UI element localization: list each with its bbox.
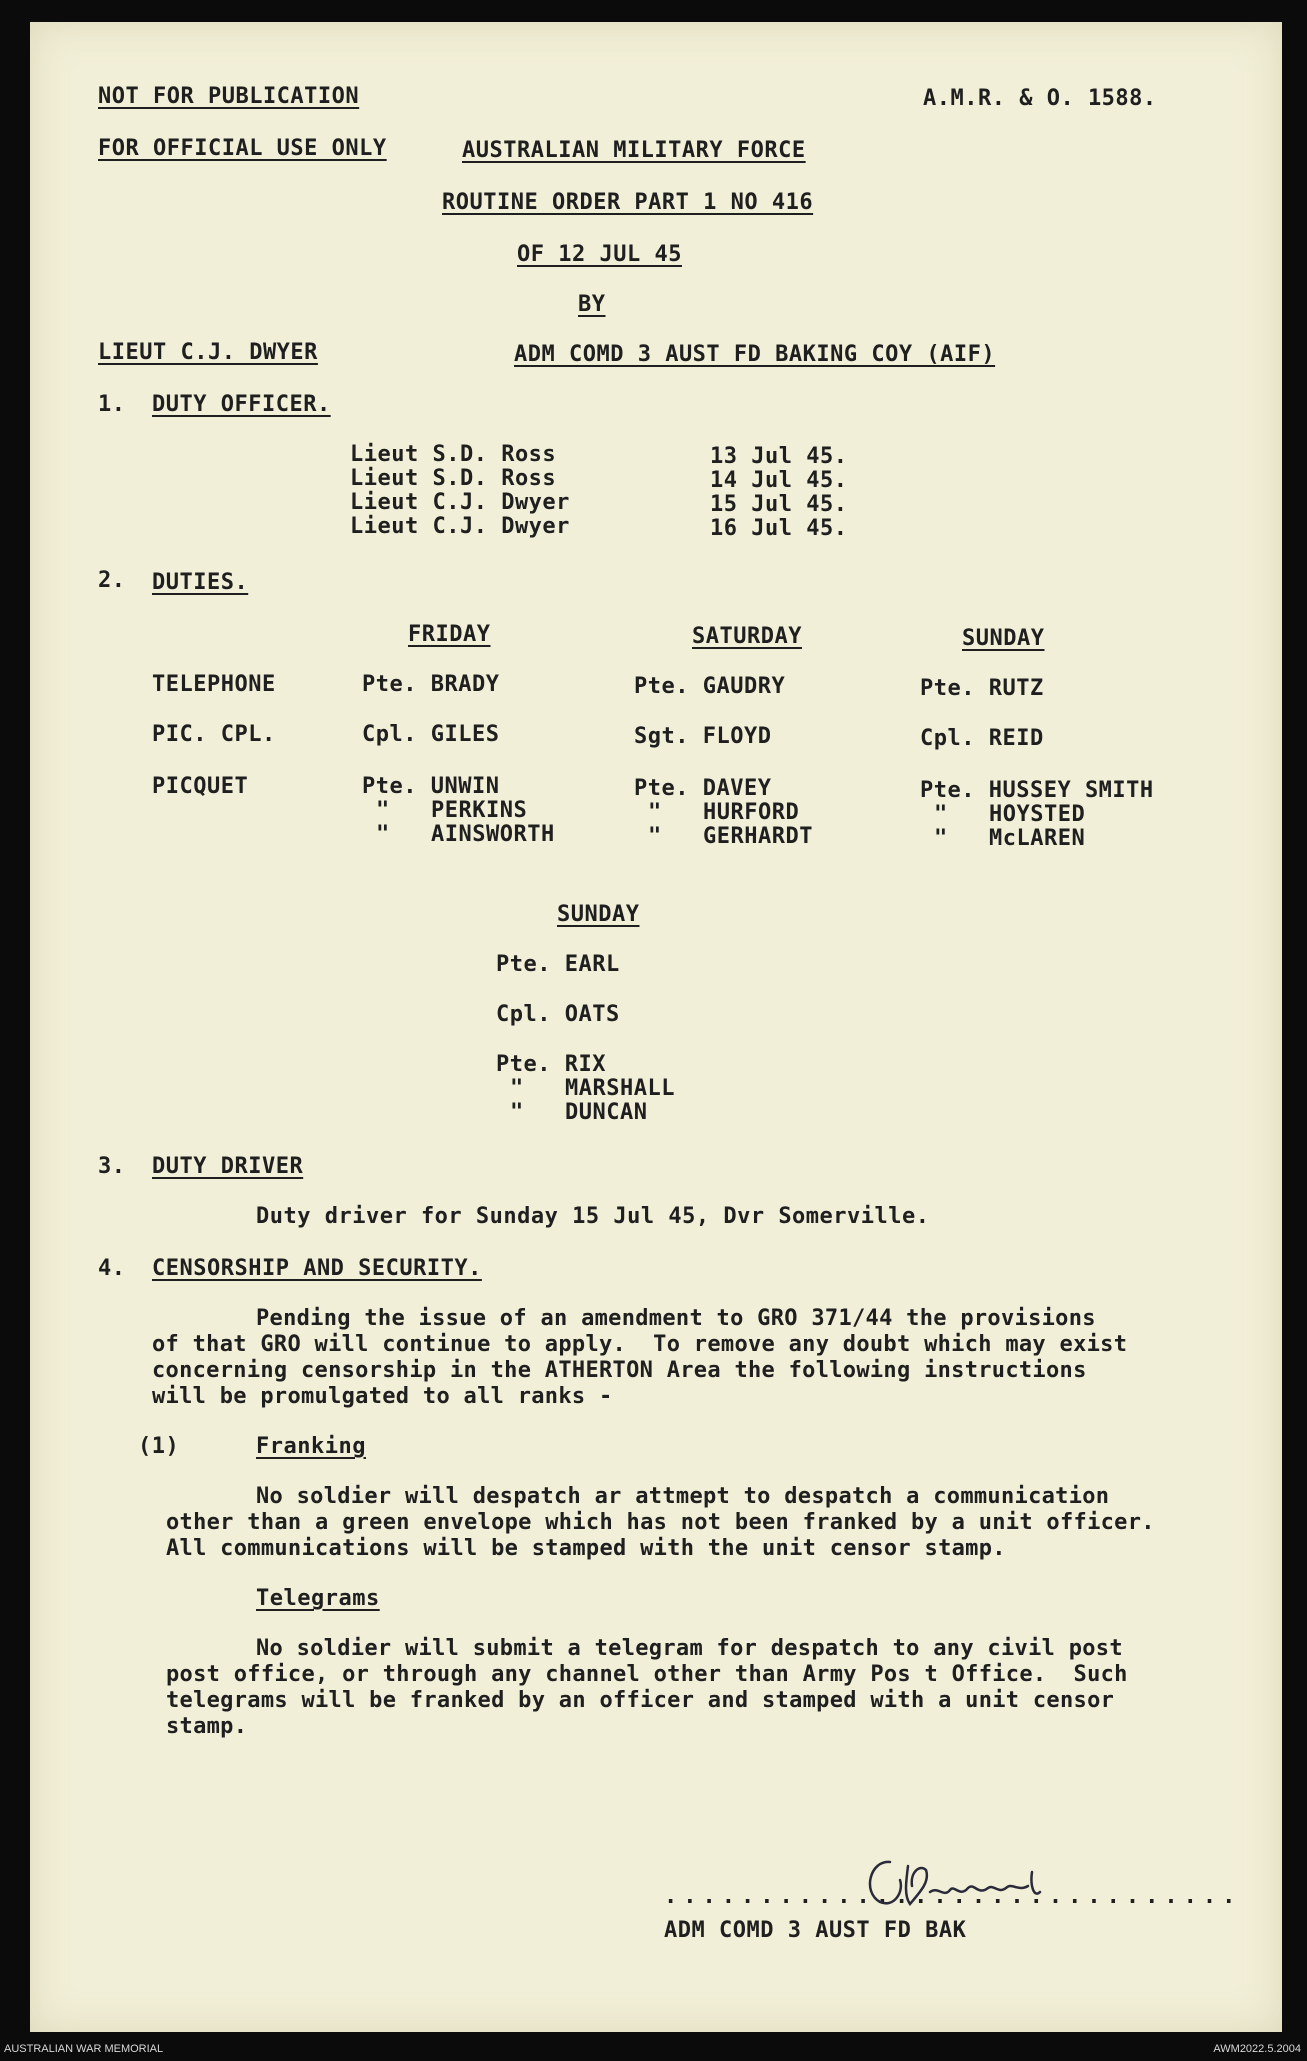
signature-line: ADM COMD 3 AUST FD BAK (664, 1918, 967, 1943)
sunday-second-telephone: Pte. EARL (496, 952, 620, 977)
sunday-second-picquet: " MARSHALL (510, 1076, 675, 1101)
day-saturday: SATURDAY (692, 624, 802, 649)
saturday-telephone: Pte. GAUDRY (634, 674, 786, 699)
sunday-second-title: SUNDAY (557, 902, 640, 927)
sunday-telephone: Pte. RUTZ (920, 676, 1044, 701)
sunday-picquet: Pte. HUSSEY SMITH (920, 778, 1154, 803)
document-page (30, 22, 1282, 2032)
not-for-publication: NOT FOR PUBLICATION (98, 84, 360, 109)
duty-officer-name: Lieut S.D. Ross (350, 466, 557, 491)
order-date: OF 12 JUL 45 (517, 242, 682, 267)
friday-picquet: " AINSWORTH (376, 822, 555, 847)
sub1-title: Franking (256, 1434, 366, 1459)
censorship-para-line: will be promulgated to all ranks - (152, 1384, 613, 1409)
section1-title: DUTY OFFICER. (152, 392, 331, 417)
lieut-name: LIEUT C.J. DWYER (98, 340, 318, 365)
friday-picquet: " PERKINS (376, 798, 528, 823)
duty-officer-name: Lieut C.J. Dwyer (350, 514, 570, 539)
signature-dots: .............................. (664, 1884, 1242, 1909)
day-friday: FRIDAY (408, 622, 491, 647)
official-use: FOR OFFICIAL USE ONLY (98, 136, 387, 161)
sunday-pic-cpl: Cpl. REID (920, 726, 1044, 751)
duty-officer-name: Lieut S.D. Ross (350, 442, 557, 467)
footer-left: AUSTRALIAN WAR MEMORIAL (4, 2043, 164, 2055)
label-picquet: PICQUET (152, 774, 249, 799)
friday-picquet: Pte. UNWIN (362, 774, 500, 799)
section2-number: 2. (98, 568, 126, 593)
sunday-second-pic-cpl: Cpl. OATS (496, 1002, 620, 1027)
adm-comd: ADM COMD 3 AUST FD BAKING COY (AIF) (514, 342, 996, 367)
sunday-picquet: " McLAREN (934, 826, 1086, 851)
saturday-picquet: " HURFORD (648, 800, 800, 825)
telegrams-para-line: telegrams will be franked by an officer and stamped with a unit censor (166, 1688, 1115, 1713)
franking-para-line: No soldier will despatch ar attmept to despatch a communication (256, 1484, 1110, 1509)
franking-para-line: All communications will be stamped with the unit censor stamp. (166, 1536, 1006, 1561)
by-label: BY (578, 292, 606, 317)
duty-driver-text: Duty driver for Sunday 15 Jul 45, Dvr Somerville. (256, 1204, 930, 1229)
duty-officer-date: 15 Jul 45. (710, 492, 848, 517)
footer-right: AWM2022.5.2004 (1213, 2043, 1301, 2055)
day-sunday: SUNDAY (962, 626, 1045, 651)
routine-order: ROUTINE ORDER PART 1 NO 416 (442, 190, 814, 215)
sub1-number: (1) (138, 1434, 180, 1459)
sub2-title: Telegrams (256, 1586, 380, 1611)
section2-title: DUTIES. (152, 570, 249, 595)
sunday-second-picquet: Pte. RIX (496, 1052, 606, 1077)
franking-para-line: other than a green envelope which has not been franked by a unit officer. (166, 1510, 1155, 1535)
force-title: AUSTRALIAN MILITARY FORCE (462, 138, 806, 163)
section3-title: DUTY DRIVER (152, 1154, 304, 1179)
section1-number: 1. (98, 392, 126, 417)
friday-telephone: Pte. BRADY (362, 672, 500, 697)
duty-officer-name: Lieut C.J. Dwyer (350, 490, 570, 515)
censorship-para-line: concerning censorship in the ATHERTON Area the following instructions (152, 1358, 1087, 1383)
saturday-pic-cpl: Sgt. FLOYD (634, 724, 772, 749)
label-pic-cpl: PIC. CPL. (152, 722, 276, 747)
section4-title: CENSORSHIP AND SECURITY. (152, 1256, 482, 1281)
duty-officer-date: 13 Jul 45. (710, 444, 848, 469)
censorship-para-line: of that GRO will continue to apply. To remove any doubt which may exist (152, 1332, 1128, 1357)
censorship-para-line: Pending the issue of an amendment to GRO 371/44 the provisions (256, 1306, 1096, 1331)
duty-officer-date: 16 Jul 45. (710, 516, 848, 541)
sunday-picquet: " HOYSTED (934, 802, 1086, 827)
label-telephone: TELEPHONE (152, 672, 276, 697)
saturday-picquet: " GERHARDT (648, 824, 813, 849)
saturday-picquet: Pte. DAVEY (634, 776, 772, 801)
telegrams-para-line: post office, or through any channel other than Army Pos t Office. Such (166, 1662, 1128, 1687)
section3-number: 3. (98, 1154, 126, 1179)
amr-number: A.M.R. & O. 1588. (923, 86, 1157, 111)
friday-pic-cpl: Cpl. GILES (362, 722, 500, 747)
telegrams-para-line: No soldier will submit a telegram for despatch to any civil post (256, 1636, 1123, 1661)
telegrams-para-line: stamp. (166, 1714, 248, 1739)
section4-number: 4. (98, 1256, 126, 1281)
handwritten-signature (860, 1842, 1080, 1922)
duty-officer-date: 14 Jul 45. (710, 468, 848, 493)
sunday-second-picquet: " DUNCAN (510, 1100, 648, 1125)
